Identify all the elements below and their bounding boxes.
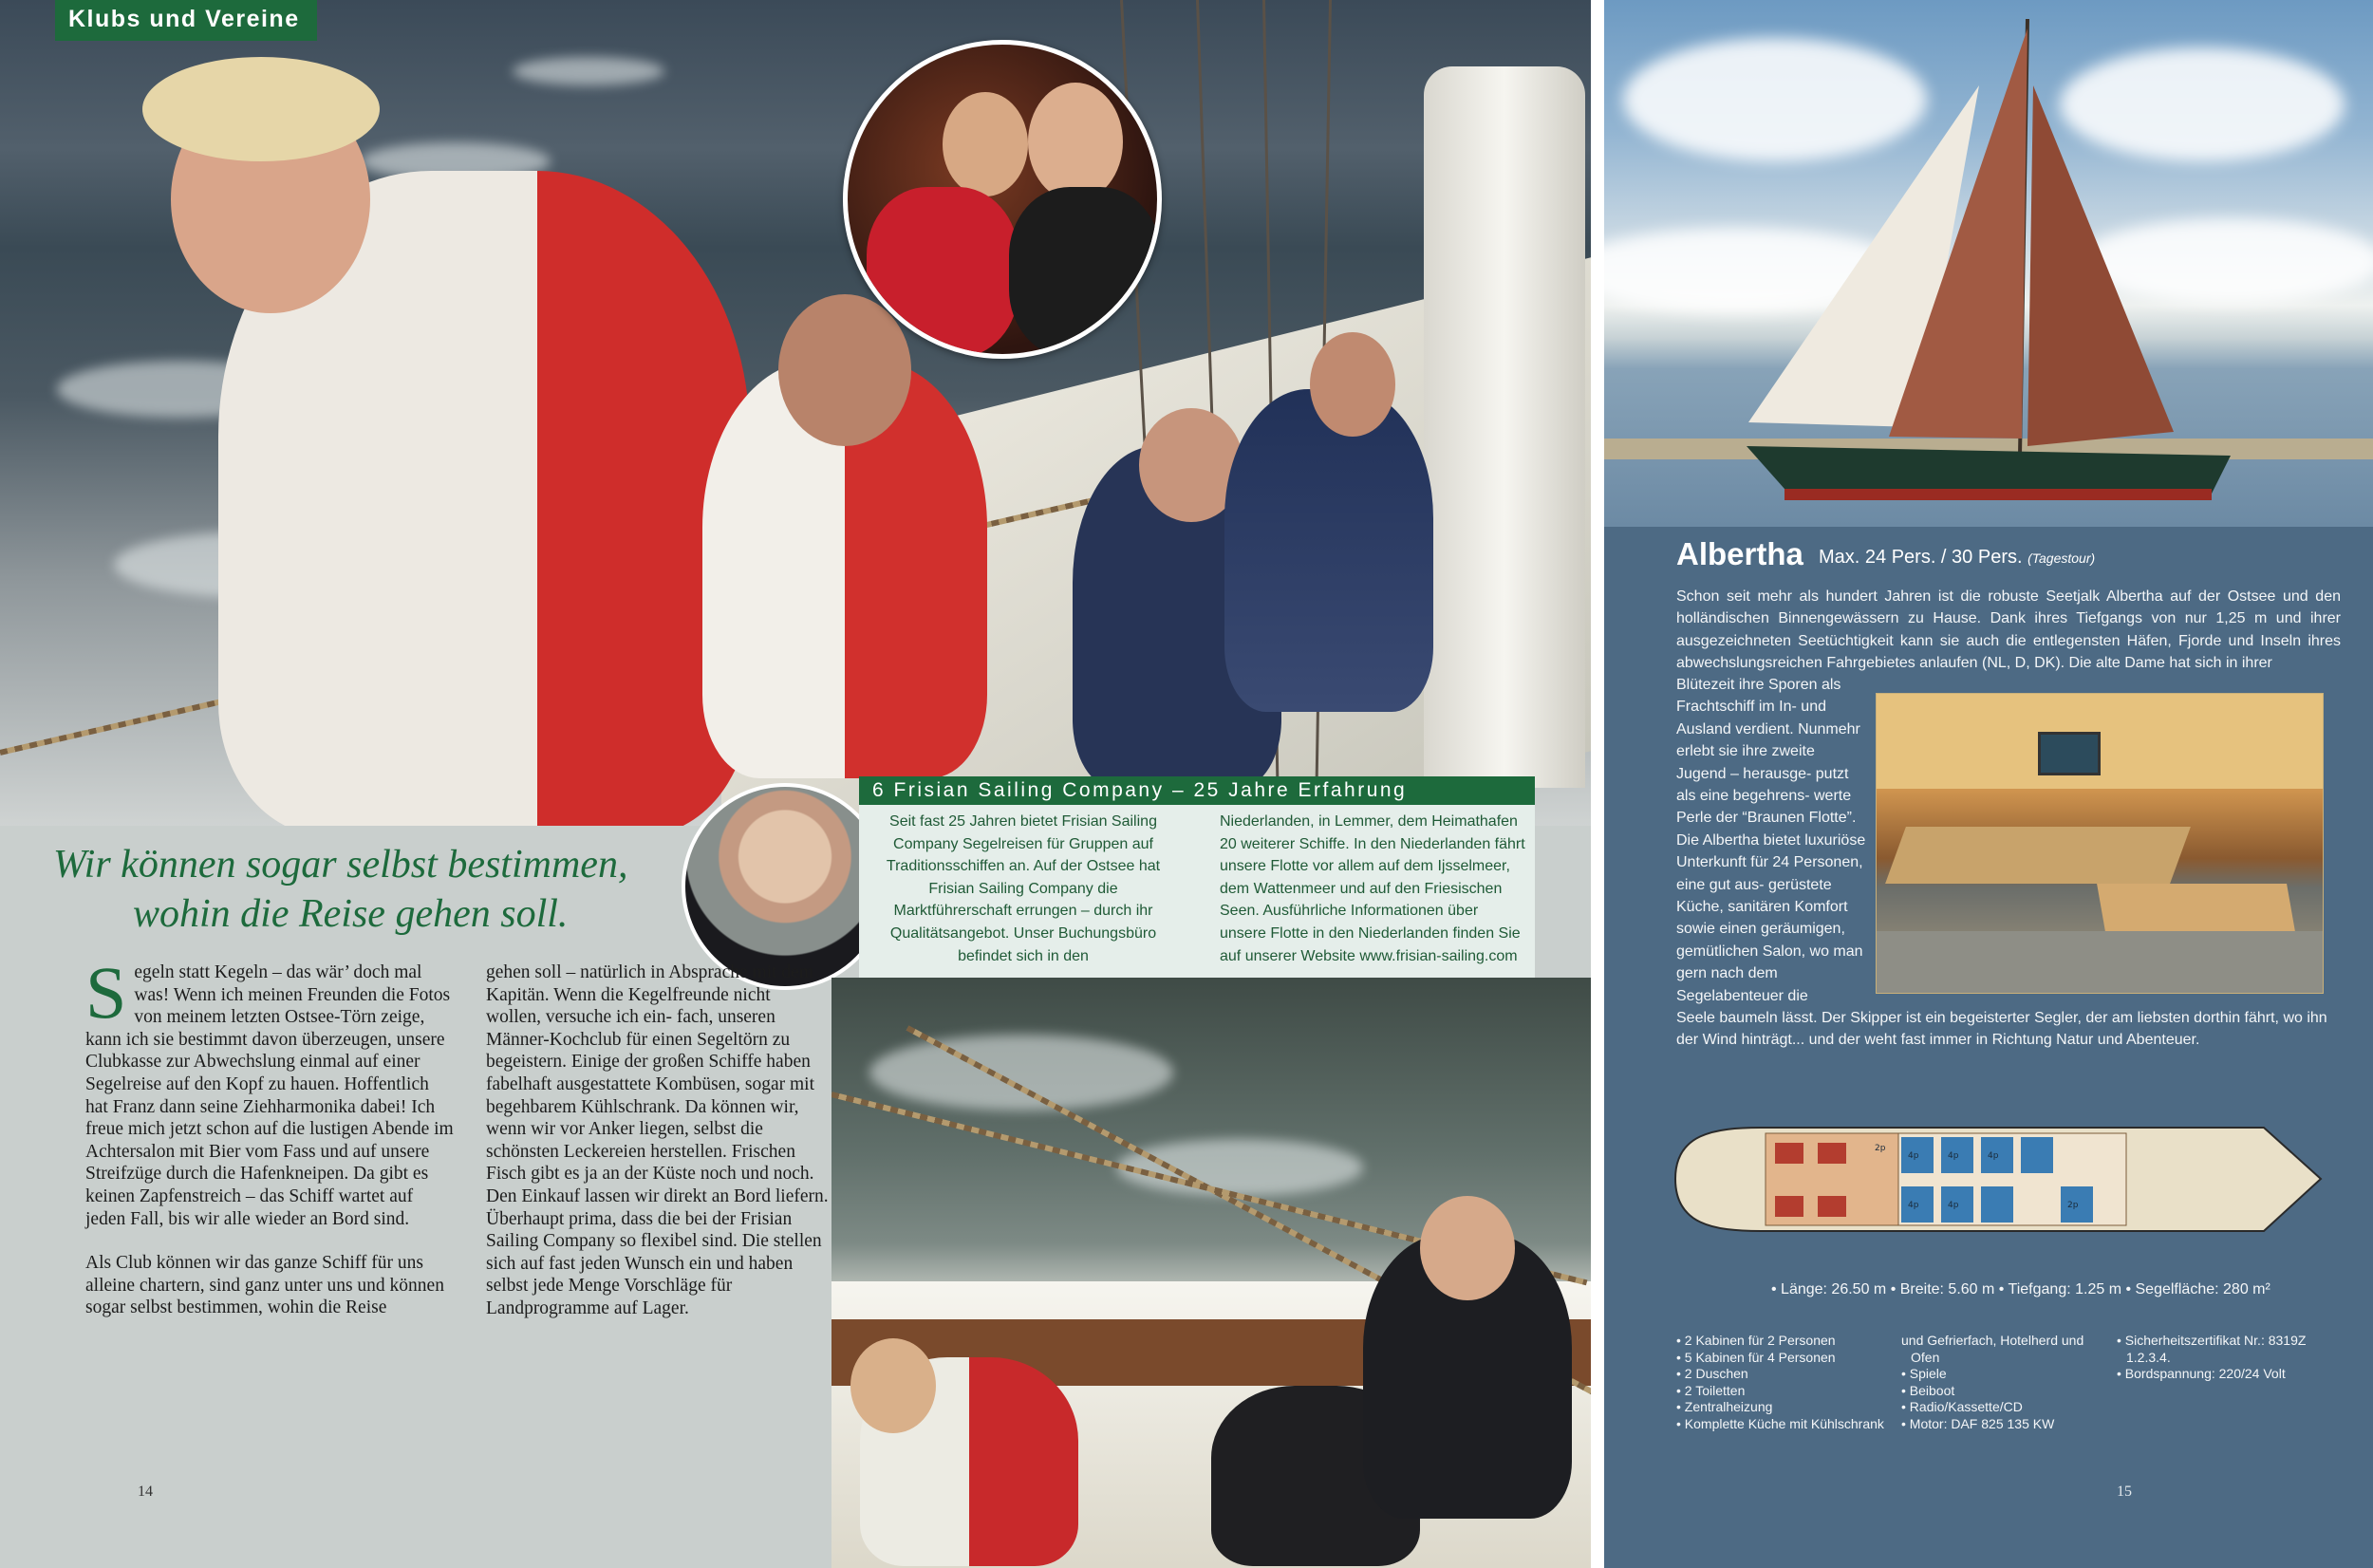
ship-description-bottom: Seele baumeln lässt. Der Skipper ist ein begeisterter Segler, der am liebsten dorthin fährt, wo ihn der Wind hinträgt... und der weht fast immer in Richtung Natur und Abenteuer.	[1676, 1010, 2327, 1049]
article-paragraph-3: gehen soll – natürlich in Absprache mit dem Kapitän. Wenn die Kegelfreunde nicht wollen, versuche ich ein- fach, unseren Männer-Kochclub für einen Segeltörn zu begeistern. Einige der großen Schiffe haben fabelhaft ausgestattete Kombüsen, sogar mit begehbarem Kühlschrank. Da können wir, wenn wir vor Anker liegen, selbst die schönsten Leckereien herstellen. Frischen Fisch gibt es ja an der Küste noch und noch. Den Einkauf lassen wir direkt an Bord liefern. Überhaupt prima, dass die bei der Frisian Sailing Company so flexibel sind. Die stellen sich auf fast jeden Wunsch ein und haben selbst jede Menge Vorschläge für Landprogramme auf Lager.	[486, 962, 829, 1318]
equipment-item: Ofen	[1911, 1349, 1940, 1365]
equipment-item: und Gefrierfach, Hotelherd und	[1901, 1333, 2084, 1348]
equipment-item: • 2 Duschen	[1676, 1366, 1748, 1382]
page-number-left: 14	[138, 1484, 153, 1500]
ship-description-top: Schon seit mehr als hundert Jahren ist die robuste Seetjalk Albertha auf der Ostsee und den holländischen Binnengewässern zu Hause. Dank ihres Tiefgangs von nur 1,25 m und ihrer ausgezeichneten Seetüchtigkeit kann sie auch die entlegensten Häfen, Fjorde und Inseln ihres abwechslungsreichen Fahrgebietes anlaufen (NL, D, DK). Die alte Dame hat sich in ihrer	[1676, 588, 2341, 672]
info-box-column-1: Seit fast 25 Jahren bietet Frisian Sailing Company Segelreisen für Gruppen auf Traditionsschiffen an. Auf der Ostsee hat Frisian Sailing Company die Marktführerschaft errungen – durch ihr Qualitätsangebot. Unser Buchungsbüro befindet sich in den	[886, 813, 1161, 964]
plan-label-4: 4p	[1988, 1151, 1999, 1161]
headline-line-1: Wir können sogar selbst bestimmen,	[53, 843, 628, 887]
info-box-column-2: Niederlanden, in Lemmer, dem Heimathafen 20 weiterer Schiffe. In den Niederlanden fährt unsere Flotte vor allem auf dem Ijsselmeer, dem Wattenmeer und auf den Friesischen Seen. Ausführliche Informationen über unsere Flotte in den Niederlanden finden Sie auf unserer Website www.frisian-sailing.com	[1220, 813, 1525, 964]
equipment-list-1	[1676, 1333, 1895, 1433]
portrait-photo-author	[682, 783, 888, 990]
ship-capacity-text: Max. 24 Pers. / 30 Pers.	[1819, 547, 2023, 568]
equipment-item: • 2 Toiletten	[1676, 1382, 1746, 1398]
article-paragraph-2: Als Club können wir das ganze Schiff für uns alleine chartern, sind ganz unter uns und können sogar selbst bestimmen, wohin die Reise	[85, 1253, 444, 1318]
equipment-item: • Bordspannung: 220/24 Volt	[2117, 1366, 2286, 1382]
plan-label-1: 2p	[1875, 1144, 1886, 1153]
equipment-item: • Komplette Küche mit Kühlschrank	[1676, 1415, 1884, 1431]
ship-photo-albertha	[1604, 0, 2373, 527]
info-box	[859, 805, 1535, 978]
photo-crew-on-deck	[831, 978, 1591, 1568]
ship-sails	[1604, 0, 2373, 527]
ship-specs: • Länge: 26.50 m • Breite: 5.60 m • Tiefgang: 1.25 m • Segelfläche: 280 m²	[1771, 1281, 2270, 1297]
info-box-heading: 6 Frisian Sailing Company – 25 Jahre Erfahrung	[859, 776, 1535, 805]
plan-label-5: 4p	[1908, 1201, 1919, 1210]
inset-photo-toast	[843, 40, 1162, 359]
ship-description-left: Blütezeit ihre Sporen als Frachtschiff im In- und Ausland verdient. Nunmehr erlebt sie ihre zweite Jugend – herausge- putzt als eine begehrens- werte Perle der “Braunen Flotte”. Die Albertha bietet luxuriöse Unterkunft für 24 Personen, eine gut aus- gerüstete Küche, sanitären Komfort sowie einen geräumigen, gemütlichen Salon, wo man gern nach dem Segelabenteuer die	[1676, 677, 1866, 1004]
equipment-item: • Spiele	[1901, 1366, 1947, 1382]
equipment-item: • 5 Kabinen für 4 Personen	[1676, 1349, 1836, 1365]
right-page	[1604, 0, 2373, 1568]
page-number-right: 15	[2117, 1484, 2132, 1500]
ship-name: Albertha	[1676, 536, 1803, 571]
plan-label-6: 4p	[1948, 1201, 1959, 1210]
equipment-item: 1.2.3.4.	[2126, 1349, 2171, 1365]
plan-label-7: 2p	[2067, 1201, 2079, 1210]
drop-cap: S	[85, 951, 127, 1034]
headline	[53, 840, 699, 939]
equipment-item: • Motor: DAF 825 135 KW	[1901, 1415, 2055, 1431]
equipment-item: • Radio/Kassette/CD	[1901, 1399, 2023, 1415]
deck-plan-diagram	[1656, 1120, 2328, 1239]
salon-interior-photo	[1876, 693, 2324, 994]
plan-label-2: 4p	[1908, 1151, 1919, 1161]
equipment-item: • Zentralheizung	[1676, 1399, 1773, 1415]
equipment-item: • Sicherheitszertifikat Nr.: 8319Z	[2117, 1333, 2307, 1348]
hero-photo-crew-hauling-rope	[0, 0, 1591, 826]
article-paragraph-1: egeln statt Kegeln – das wär’ doch mal was! Wenn ich meinen Freunden die Fotos von meinem letzten Ostsee-Törn zeige, kann ich sie bestimmt davon überzeugen, unsere Clubkasse zur Abwechslung einmal auf einer Segelreise auf den Kopf zu hauen. Hoffentlich hat Franz dann seine Ziehharmonika dabei! Ich freue mich jetzt schon auf die lustigen Abende im Achtersalon mit Bier vom Fass und auf unsere Streifzüge durch die Hafenkneipen. Da gibt es keinen Zapfenstreich – das Schiff wartet auf jeden Fall, bis wir alle wieder an Bord sind.	[85, 962, 454, 1229]
ship-capacity	[1819, 547, 2095, 569]
equipment-item: • 2 Kabinen für 2 Personen	[1676, 1333, 1836, 1348]
section-tag: Klubs und Vereine	[55, 0, 317, 41]
equipment-list-2	[1901, 1333, 2091, 1433]
ship-capacity-tag: (Tagestour)	[2027, 551, 2096, 566]
headline-line-2: wohin die Reise gehen soll.	[133, 892, 569, 936]
equipment-item: • Beiboot	[1901, 1382, 1955, 1398]
plan-label-3: 4p	[1948, 1151, 1959, 1161]
equipment-list-3	[2117, 1333, 2326, 1383]
article-column-1	[85, 951, 454, 1319]
article-column-2	[486, 961, 830, 1320]
